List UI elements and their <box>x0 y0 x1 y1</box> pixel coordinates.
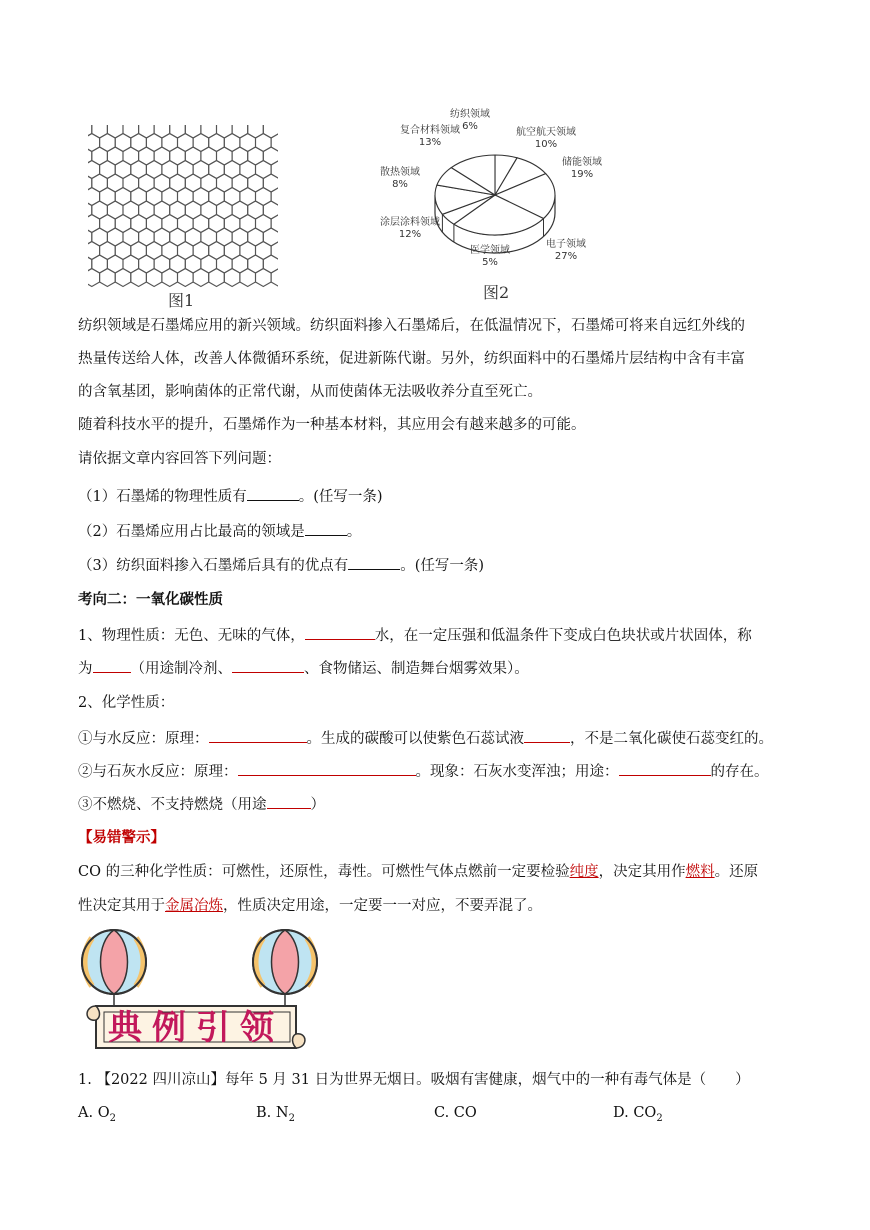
question-1-text: （1）石墨烯的物理性质有 <box>78 489 247 505</box>
application-pie-chart <box>370 105 630 290</box>
answer-blank[interactable] <box>348 555 400 570</box>
question-3-suffix: 。(任写一条) <box>400 558 485 574</box>
figure-2-caption: 图2 <box>483 283 510 302</box>
article-paragraph-line: 热量传送给人体，改善人体微循环系统，促进新陈代谢。另外，纺织面料中的石墨烯片层结构中含有丰富 <box>78 351 745 367</box>
question-2-text: （2）石墨烯应用占比最高的领域是 <box>78 524 305 540</box>
pie-label-name: 纺织领域 <box>450 109 490 120</box>
choice-subscript: 2 <box>288 1112 295 1124</box>
physical-property-line-2 <box>78 658 529 679</box>
question-2-suffix: 。 <box>346 524 362 540</box>
question-2 <box>78 521 361 542</box>
chemical-property-heading: 2、化学性质： <box>78 695 175 711</box>
warning-text: 。还原 <box>714 864 759 880</box>
choice-text: D. CO <box>613 1105 657 1121</box>
chemical-property-text: ，不是二氧化碳使石蕊变红的。 <box>570 731 773 747</box>
answer-blank[interactable] <box>267 794 311 809</box>
highlight-purity: 纯度 <box>569 864 599 880</box>
scroll-banner <box>87 1006 305 1048</box>
chemical-property-text: ①与水反应：原理： <box>78 731 209 747</box>
example-banner <box>74 928 324 1058</box>
pie-label-name: 涂层涂料领域 <box>380 217 440 228</box>
question-1 <box>78 486 383 507</box>
pie-label-percent: 5% <box>482 257 498 268</box>
chemical-property-1 <box>78 728 773 749</box>
pie-label-percent: 6% <box>462 121 478 132</box>
answer-blank[interactable] <box>305 521 347 536</box>
question-1-suffix: 。(任写一条) <box>298 489 383 505</box>
figure-1-caption: 图1 <box>168 291 195 310</box>
chemical-property-text: 。现象：石灰水变浑浊；用途： <box>415 764 619 780</box>
choice-b[interactable] <box>256 1103 295 1129</box>
choice-text: A. O <box>78 1105 110 1121</box>
pie-label-name: 电子领域 <box>546 239 586 250</box>
physical-property-line-1 <box>78 625 752 646</box>
answer-blank[interactable] <box>524 728 570 743</box>
chemical-property-text: ③不燃烧、不支持燃烧（用途 <box>78 797 267 813</box>
chemical-property-text: ） <box>310 797 325 813</box>
pie-label-name: 储能领域 <box>562 157 602 168</box>
pie-label-percent: 13% <box>418 137 442 148</box>
pie-label-percent: 19% <box>570 169 594 180</box>
article-paragraph-line: 纺织领域是石墨烯应用的新兴领域。纺织面料掺入石墨烯后，在低温情况下，石墨烯可将来自远红外线的 <box>78 318 745 334</box>
pie-label-percent: 8% <box>392 179 408 190</box>
warning-text: ，决定其用作 <box>598 864 686 880</box>
warning-text: CO 的三种化学性质：可燃性，还原性，毒性。可燃性气体点燃前一定要检验 <box>78 864 570 880</box>
physical-property-text: 为 <box>78 661 93 677</box>
pie-label-percent: 10% <box>534 139 558 150</box>
question-intro: 请依据文章内容回答下列问题： <box>78 451 281 467</box>
choice-subscript: 2 <box>656 1112 663 1124</box>
banner-title: 典例引领 <box>108 1008 284 1048</box>
choice-c[interactable] <box>434 1103 477 1129</box>
article-paragraph-line: 的含氧基团，影响菌体的正常代谢，从而使菌体无法吸收养分直至死亡。 <box>78 384 542 400</box>
article-paragraph: 随着科技水平的提升，石墨烯作为一种基本材料，其应用会有越来越多的可能。 <box>78 417 586 433</box>
physical-property-text: （用途制冷剂、 <box>130 661 232 677</box>
answer-blank[interactable] <box>232 658 304 673</box>
graphene-lattice-figure <box>88 125 278 290</box>
question-3-text: （3）纺织面料掺入石墨烯后具有的优点有 <box>78 558 349 574</box>
answer-blank[interactable] <box>238 761 416 776</box>
warning-line-1 <box>78 862 758 882</box>
chemical-property-text: 的存在。 <box>710 764 769 780</box>
physical-property-text: 水，在一定压强和低温条件下变成白色块状或片状固体，称 <box>374 628 752 644</box>
pie-label-name: 航空航天领域 <box>516 127 576 138</box>
highlight-fuel: 燃料 <box>685 864 715 880</box>
warning-title: 【易错警示】 <box>78 829 165 846</box>
highlight-metallurgy: 金属冶炼 <box>165 898 223 914</box>
warning-text: ，性质决定用途，一定要一一对应，不要弄混了。 <box>223 898 542 914</box>
choice-subscript: 2 <box>109 1112 116 1124</box>
answer-blank[interactable] <box>619 761 711 776</box>
beach-ball-icon <box>82 930 146 994</box>
answer-blank[interactable] <box>247 486 299 501</box>
question-3 <box>78 555 484 576</box>
pie-label-name: 复合材料领域 <box>400 125 460 136</box>
answer-blank[interactable] <box>305 625 375 640</box>
section-heading: 考向二：一氧化碳性质 <box>78 591 223 608</box>
chemical-property-2 <box>78 761 769 782</box>
choice-a[interactable] <box>78 1103 116 1129</box>
choice-text: B. N <box>256 1105 289 1121</box>
pie-label-percent: 27% <box>554 251 578 262</box>
answer-blank[interactable] <box>93 658 131 673</box>
beach-ball-icon <box>253 930 317 994</box>
warning-line-2 <box>78 896 542 916</box>
chemical-property-text: 。生成的碳酸可以使紫色石蕊试液 <box>306 731 524 747</box>
pie-label-name: 医学领域 <box>470 245 510 256</box>
pie-label-name: 散热领域 <box>380 167 420 178</box>
choice-text: C. CO <box>434 1105 477 1121</box>
physical-property-text: 1、物理性质：无色、无味的气体， <box>78 628 305 644</box>
chemical-property-3 <box>78 794 325 815</box>
example-question-stem: 1. 【2022 四川凉山】每年 5 月 31 日为世界无烟日。吸烟有害健康，烟气中的一种有毒气体是（ ） <box>78 1072 750 1088</box>
warning-text: 性决定其用于 <box>78 898 165 914</box>
physical-property-text: 、食物储运、制造舞台烟雾效果）。 <box>304 661 529 677</box>
chemical-property-text: ②与石灰水反应：原理： <box>78 764 238 780</box>
pie-label-percent: 12% <box>398 229 422 240</box>
answer-blank[interactable] <box>209 728 307 743</box>
choice-d[interactable] <box>613 1103 663 1129</box>
